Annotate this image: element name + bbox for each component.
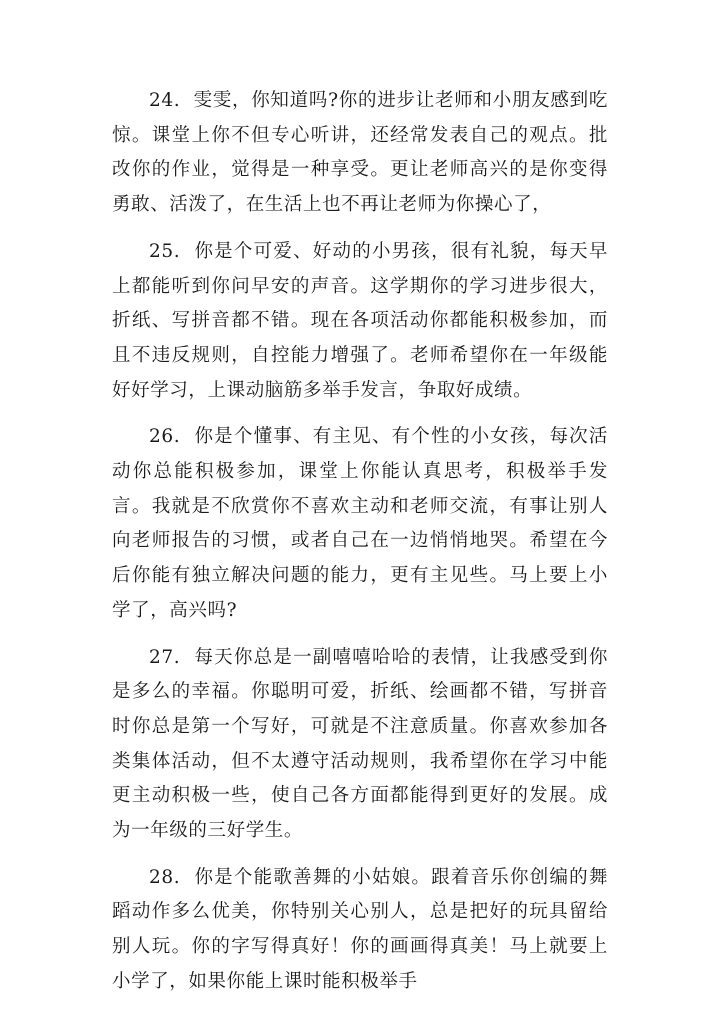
paragraph-number: 25. [149,240,181,262]
paragraph-27 [112,641,608,849]
paragraph-text: 雯雯，你知道吗?你的进步让老师和小朋友感到吃惊。课堂上你不但专心听讲，还经常发表自己的观点。批改你的作业，觉得是一种享受。更让老师高兴的是你变得勇敢、活泼了，在生活上也不再让老师为你操心了， [112,90,609,216]
paragraph-text: 每天你总是一副嘻嘻哈哈的表情，让我感受到你是多么的幸福。你聪明可爱，折纸、绘画都不错，写拼音时你总是第一个写好，可就是不注意质量。你喜欢参加各类集体活动，但不太遵守活动规则，我希望你在学习中能更主动积极一些，使自己各方面都能得到更好的发展。成为一年级的三好学生。 [112,646,608,842]
paragraph-text: 你是个可爱、好动的小男孩，很有礼貌，每天早上都能听到你问早安的声音。这学期你的学习进步很大，折纸、写拼音都不错。现在各项活动你都能积极参加，而且不违反规则，自控能力增强了。老师希望你在一年级能好好学习，上课动脑筋多举手发言，争取好成绩。 [112,240,608,401]
paragraph-number: 26. [149,426,181,448]
paragraph-28 [112,861,608,1000]
paragraph-24 [112,84,608,223]
paragraph-text: 你是个能歌善舞的小姑娘。跟着音乐你创编的舞蹈动作多么优美，你特别关心别人，总是把好的玩具留给别人玩。你的字写得真好！你的画画得真美！马上就要上小学了，如果你能上课时能积极举手 [112,866,608,992]
paragraph-number: 27. [149,646,181,668]
paragraph-text: 你是个懂事、有主见、有个性的小女孩，每次活动你总能积极参加，课堂上你能认真思考，积极举手发言。我就是不欣赏你不喜欢主动和老师交流，有事让别人向老师报告的习惯，或者自己在一边悄悄地哭。希望在今后你能有独立解决问题的能力，更有主见些。马上要上小学了，高兴吗? [112,426,608,621]
paragraph-number: 28. [149,866,181,888]
paragraph-26 [112,420,608,628]
paragraph-25 [112,235,608,409]
paragraph-number: 24. [149,90,181,111]
